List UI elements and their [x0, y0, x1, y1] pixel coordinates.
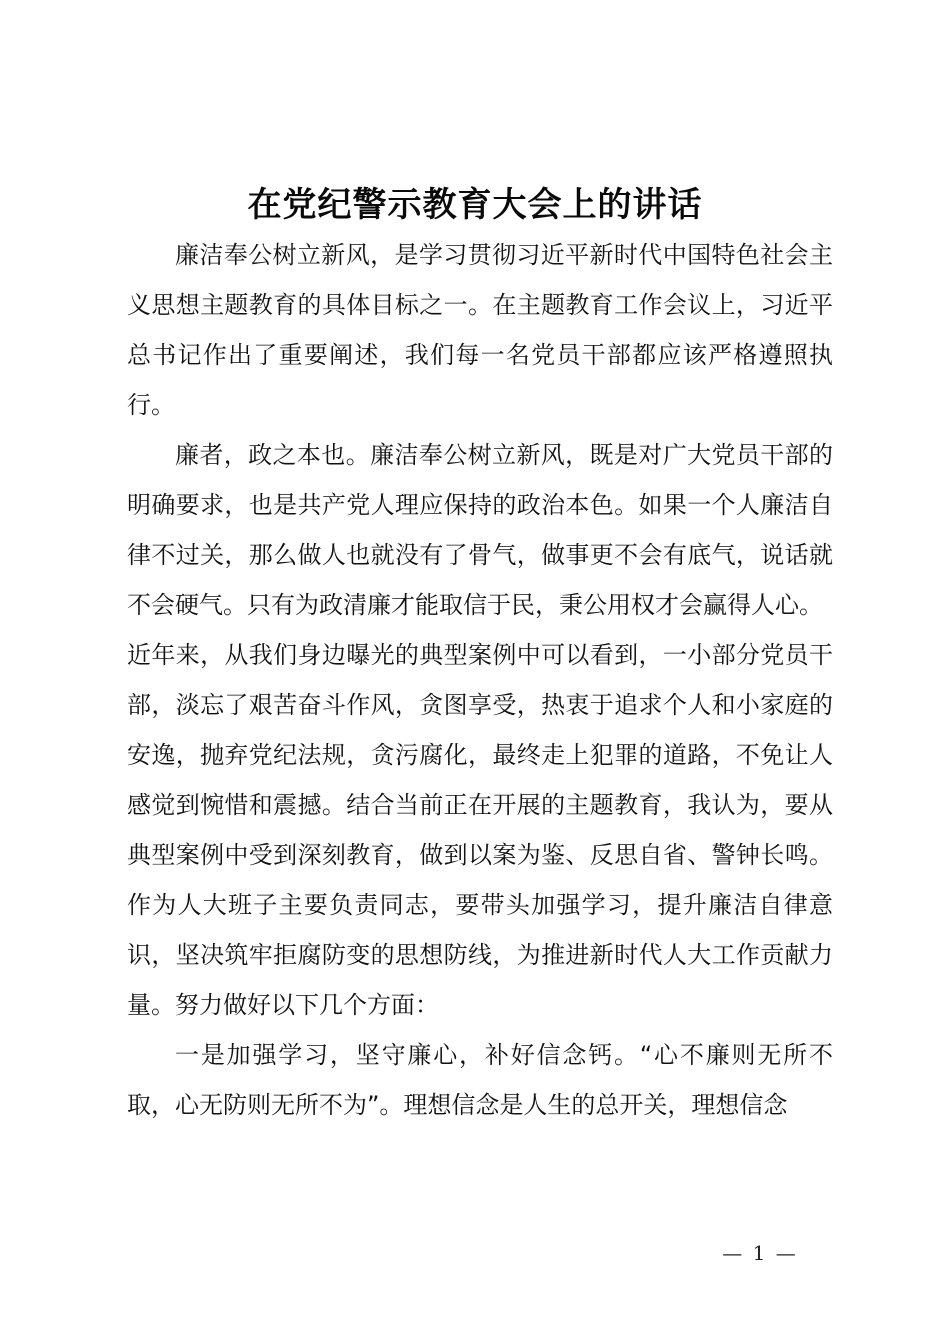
paragraph-1: 廉洁奉公树立新风，是学习贯彻习近平新时代中国特色社会主义思想主题教育的具体目标之一。在主题教育工作会议上，习近平总书记作出了重要阐述，我们每一名党员干部都应该严格遵照执行。	[127, 241, 833, 419]
paragraph-4: 一是加强学习，坚守廉心，补好信念钙。“心不廉则无所不取，心无防则无所不为”。理想信念是人生的总开关，理想信念	[127, 1041, 833, 1119]
document-title: 在党纪警示教育大会上的讲话	[247, 185, 703, 225]
page-number: — 1 —	[722, 1241, 798, 1265]
paragraph-2: 廉者，政之本也。廉洁奉公树立新风，既是对广大党员干部的明确要求，也是共产党人理应保持的政治本色。如果一个人廉洁自律不过关，那么做人也就没有了骨气，做事更不会有底气，说话就不会硬气。只有为政清廉才能取信于民，秉公用权才会赢得人心。	[127, 441, 833, 619]
paragraph-3: 近年来，从我们身边曝光的典型案例中可以看到，一小部分党员干部，淡忘了艰苦奋斗作风，贪图享受，热衷于追求个人和小家庭的安逸，抛弃党纪法规，贪污腐化，最终走上犯罪的道路，不免让人感觉到惋惜和震撼。结合当前正在开展的主题教育，我认为，要从典型案例中受到深刻教育，做到以案为鉴、反思自省、警钟长鸣。作为人大班子主要负责同志，要带头加强学习，提升廉洁自律意识，坚决筑牢拒腐防变的思想防线，为推进新时代人大工作贡献力量。努力做好以下几个方面：	[127, 641, 833, 1019]
document-body	[127, 230, 833, 1130]
